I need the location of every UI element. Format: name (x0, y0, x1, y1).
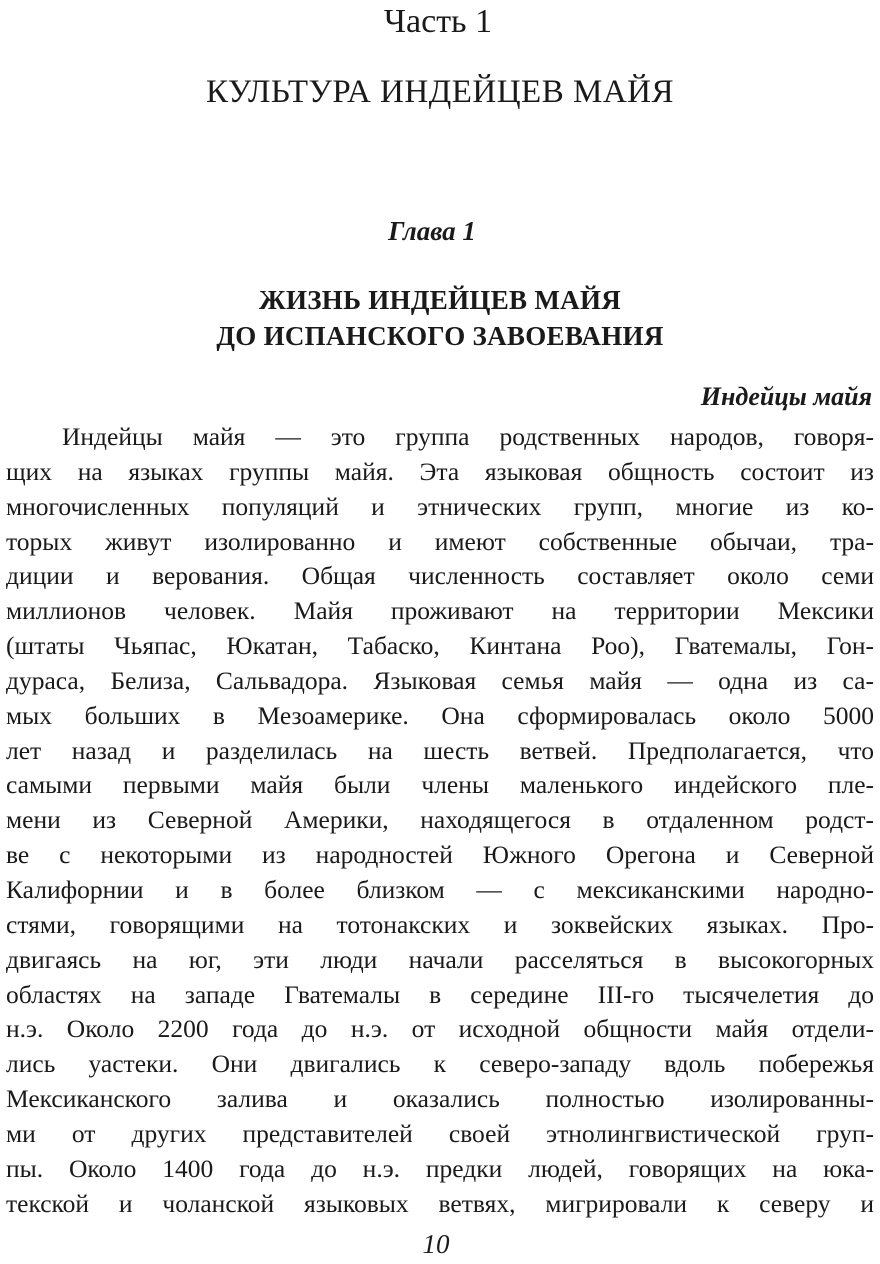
part-title: КУЛЬТУРА ИНДЕЙЦЕВ МАЙЯ (205, 74, 674, 110)
body-line: стями, говорящими на тотонакских и зоквейских языках. Про- (6, 909, 874, 939)
body-text (6, 420, 874, 1221)
body-line: мени из Северной Америки, находящегося в отдаленном родст- (6, 805, 874, 835)
body-line: текской и чоланской языковых ветвях, мигрировали к северу и (6, 1188, 874, 1218)
body-line: многочисленных популяций и этнических групп, многие из ко- (6, 491, 874, 521)
body-line: ми от других представителей своей этнолингвистической груп- (6, 1118, 874, 1148)
body-line: двигаясь на юг, эти люди начали расселяться в высокогорных (6, 944, 874, 974)
body-line: лись уастеки. Они двигались к северо-западу вдоль побережья (6, 1049, 874, 1079)
body-line: диции и верования. Общая численность составляет около семи (6, 561, 874, 591)
part-label: Часть 1 (383, 3, 493, 40)
body-line: Индейцы майя — это группа родственных народов, говоря- (62, 422, 874, 451)
body-line: щих на языках группы майя. Эта языковая общность состоит из (6, 456, 874, 486)
body-line: миллионов человек. Майя проживают на территории Мексики (6, 596, 874, 626)
body-line: торых живут изолированно и имеют собственные обычаи, тра- (6, 526, 874, 556)
chapter-title-line: ЖИЗНЬ ИНДЕЙЦЕВ МАЙЯ (258, 285, 622, 315)
chapter-title-line: ДО ИСПАНСКОГО ЗАВОЕВАНИЯ (216, 321, 664, 351)
body-line: дураса, Белиза, Сальвадора. Языковая семья майя — одна из са- (6, 665, 874, 695)
body-line: н.э. Около 2200 года до н.э. от исходной общности майя отдели- (6, 1014, 874, 1044)
chapter-label: Глава 1 (388, 216, 476, 246)
body-line: самыми первыми майя были члены маленького индейского пле- (6, 770, 874, 800)
body-line: (штаты Чьяпас, Юкатан, Табаско, Кинтана Роо), Гватемалы, Гон- (6, 631, 874, 661)
section-title: Индейцы майя (700, 382, 872, 411)
body-line: лет назад и разделилась на шесть ветвей. Предполагается, что (6, 735, 874, 765)
body-line: пы. Около 1400 года до н.э. предки людей, говорящих на юка- (6, 1153, 874, 1183)
body-line: Мексиканского залива и оказались полностью изолированны- (6, 1084, 874, 1114)
page-number: 10 (422, 1229, 450, 1259)
chapter-title (0, 282, 880, 354)
body-line: ве с некоторыми из народностей Южного Орегона и Северной (6, 840, 874, 870)
body-line: областях на западе Гватемалы в середине III-го тысячелетия до (6, 979, 874, 1009)
body-line: Калифорнии и в более близком — с мексиканскими народно- (6, 874, 874, 904)
body-line: мых больших в Мезоамерике. Она сформировалась около 5000 (6, 700, 874, 730)
